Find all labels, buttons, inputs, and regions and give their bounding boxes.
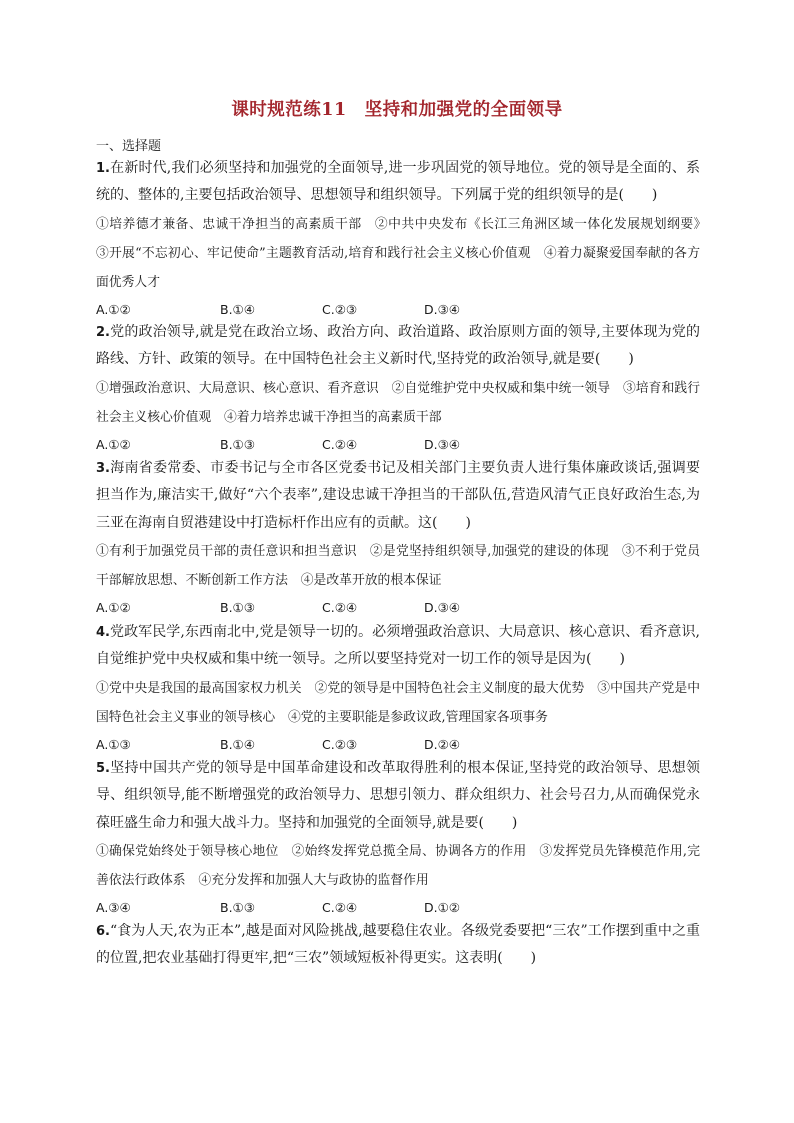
question-stem <box>96 755 700 837</box>
question-number: 1. <box>96 161 110 176</box>
question-text: 党政军民学,东西南北中,党是领导一切的。必须增强政治意识、大局意识、核心意识、看齐意识,自觉维护党中央权威和集中统一领导。之所以要坚持党对一切工作的领导是因为( ) <box>96 624 700 668</box>
question-stem <box>96 619 700 674</box>
choice-b[interactable]: B.①③ <box>220 600 255 616</box>
question-1 <box>96 155 713 325</box>
question-number: 5. <box>96 761 110 776</box>
worksheet-title: 课时规范练11 坚持和加强党的全面领导 <box>231 100 563 120</box>
choice-b[interactable]: B.①③ <box>220 436 255 452</box>
choice-d[interactable]: D.③④ <box>424 301 461 317</box>
question-number: 6. <box>96 924 110 939</box>
choice-c[interactable]: C.②③ <box>322 736 358 752</box>
choice-d[interactable]: D.①② <box>424 900 461 916</box>
choice-a[interactable]: A.①② <box>96 301 131 317</box>
question-text: 党的政治领导,就是党在政治立场、政治方向、政治道路、政治原则方面的领导,主要体现为党的路线、方针、政策的领导。在中国特色社会主义新时代,坚持党的政治领导,就是要( ) <box>96 324 700 368</box>
question-options: ①增强政治意识、大局意识、核心意识、看齐意识 ②自觉维护党中央权威和集中统一领导 ③培育和践行社会主义核心价值观 ④着力培养忠诚干净担当的高素质干部 <box>96 380 700 425</box>
choice-a[interactable]: A.①③ <box>96 736 131 752</box>
question-options: ①确保党始终处于领导核心地位 ②始终发挥党总揽全局、协调各方的作用 ③发挥党员先锋模范作用,完善依法行政体系 ④充分发挥和加强人大与政协的监督作用 <box>96 844 700 889</box>
question-4 <box>96 619 700 760</box>
question-text: 在新时代,我们必须坚持和加强党的全面领导,进一步巩固党的领导地位。党的领导是全面的、系统的、整体的,主要包括政治领导、思想领导和组织领导。下列属于党的组织领导的是( ) <box>96 160 700 204</box>
question-6 <box>96 918 700 973</box>
question-options: ①培养德才兼备、忠诚干净担当的高素质干部 ②中共中央发布《长江三角洲区域一体化发展规划纲要》 ③开展“不忘初心、牢记使命”主题教育活动,培育和践行社会主义核心价值观 ④着力凝聚爱国奉献的各方面优秀人才 <box>96 216 713 290</box>
section-heading: 一、选择题 <box>96 139 162 154</box>
choice-a[interactable]: A.①② <box>96 436 131 452</box>
choice-c[interactable]: C.②④ <box>322 900 358 916</box>
question-stem <box>96 155 700 210</box>
choice-c[interactable]: C.②③ <box>322 301 358 317</box>
choice-b[interactable]: B.①④ <box>220 301 255 317</box>
choice-c[interactable]: C.②④ <box>322 600 358 616</box>
question-options: ①党中央是我国的最高国家权力机关 ②党的领导是中国特色社会主义制度的最大优势 ③中国共产党是中国特色社会主义事业的领导核心 ④党的主要职能是参政议政,管理国家各项事务 <box>96 680 700 725</box>
choice-a[interactable]: A.①② <box>96 600 131 616</box>
question-number: 4. <box>96 625 110 640</box>
question-stem <box>96 455 700 537</box>
question-2 <box>96 319 700 460</box>
choice-d[interactable]: D.②④ <box>424 736 461 752</box>
question-text: 坚持中国共产党的领导是中国革命建设和改革取得胜利的根本保证,坚持党的政治领导、思想领导、组织领导,能不断增强党的政治领导力、思想引领力、群众组织力、社会号召力,从而确保党永葆旺盛生命力和强大战斗力。坚持和加强党的全面领导,就是要( ) <box>96 760 700 831</box>
question-stem <box>96 319 700 374</box>
question-options: ①有利于加强党员干部的责任意识和担当意识 ②是党坚持组织领导,加强党的建设的体现 ③不利于党员干部解放思想、不断创新工作方法 ④是改革开放的根本保证 <box>96 544 700 589</box>
question-text: “食为人天,农为正本”,越是面对风险挑战,越要稳住农业。各级党委要把“三农”工作摆到重中之重的位置,把农业基础打得更牢,把“三农”领域短板补得更实。这表明( ) <box>96 923 700 967</box>
choice-a[interactable]: A.③④ <box>96 900 131 916</box>
choice-c[interactable]: C.②④ <box>322 436 358 452</box>
question-5 <box>96 755 700 923</box>
choice-d[interactable]: D.③④ <box>424 600 461 616</box>
choice-b[interactable]: B.①④ <box>220 736 255 752</box>
choice-b[interactable]: B.①③ <box>220 900 255 916</box>
question-3 <box>96 455 700 623</box>
question-text: 海南省委常委、市委书记与全市各区党委书记及相关部门主要负责人进行集体廉政谈话,强调要担当作为,廉洁实干,做好“六个表率”,建设忠诚干净担当的干部队伍,营造风清气正良好政治生态,为三亚在海南自贸港建设中打造标杆作出应有的贡献。这( ) <box>96 460 700 531</box>
question-stem <box>96 918 700 973</box>
question-number: 2. <box>96 325 110 340</box>
choice-d[interactable]: D.③④ <box>424 436 461 452</box>
question-number: 3. <box>96 461 110 476</box>
